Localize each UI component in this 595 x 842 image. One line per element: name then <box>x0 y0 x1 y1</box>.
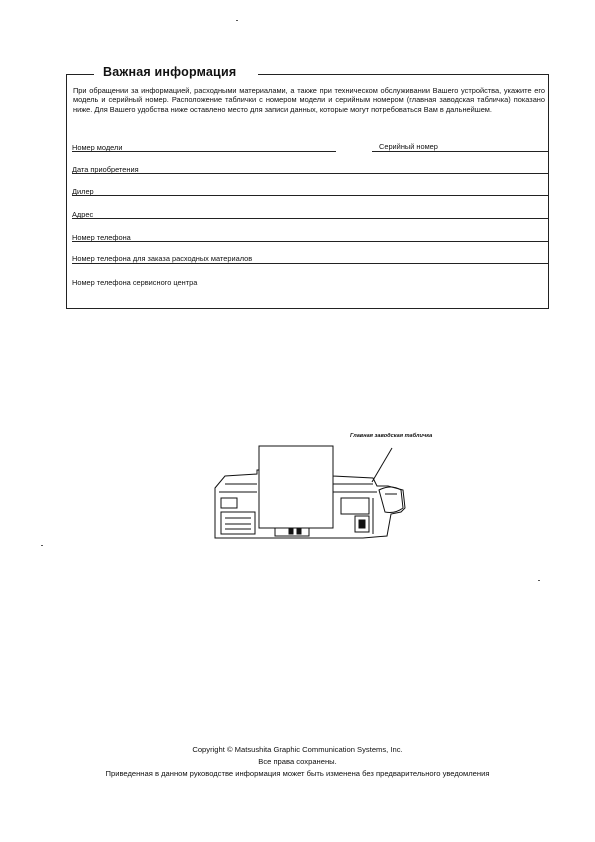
handset <box>379 487 403 513</box>
field-label-model: Номер модели <box>72 143 123 152</box>
field-label-dealer: Дилер <box>72 187 94 196</box>
field-line-phone <box>72 241 549 242</box>
paper-sheet <box>259 446 333 528</box>
field-label-service-phone: Номер телефона сервисного центра <box>72 278 198 287</box>
notice-line: Приведенная в данном руководстве информация может быть изменена без предварительного уведомления <box>105 769 490 778</box>
section-title: Важная информация <box>103 65 237 79</box>
intro-paragraph: При обращении за информацией, расходными материалами, а также при техническом обслуживании Вашего устройства, укажите его модель и серийный номер. Расположение таблички с номером модели и серийным номером (главная заводская табличка) показано ниже. Для Вашего удобства ниже оставлено место для записи данных, которые могут потребоваться Вам в дальнейшем. <box>73 86 545 114</box>
field-line-model <box>72 151 336 152</box>
device-diagram <box>205 428 460 553</box>
field-label-address: Адрес <box>72 210 94 219</box>
nameplate-caption: Главная заводская табличка <box>350 433 433 439</box>
field-label-supplies-phone: Номер телефона для заказа расходных материалов <box>72 254 253 263</box>
field-line-supplies-phone <box>72 263 549 264</box>
field-line-dealer <box>72 195 549 196</box>
scan-speck <box>41 545 43 546</box>
field-line-purchase-date <box>72 173 549 174</box>
scan-speck <box>538 580 540 581</box>
scan-speck <box>236 20 238 21</box>
field-label-phone: Номер телефона <box>72 233 131 242</box>
caption-pointer-line <box>372 448 392 482</box>
copyright-line: Copyright © Matsushita Graphic Communication Systems, Inc. <box>192 745 403 754</box>
field-line-serial <box>372 151 549 152</box>
fax-machine-illustration <box>205 428 460 553</box>
field-label-purchase-date: Дата приобретения <box>72 165 139 174</box>
rights-line: Все права сохранены. <box>258 757 337 766</box>
field-label-serial: Серийный номер <box>379 142 438 151</box>
field-line-address <box>72 218 549 219</box>
